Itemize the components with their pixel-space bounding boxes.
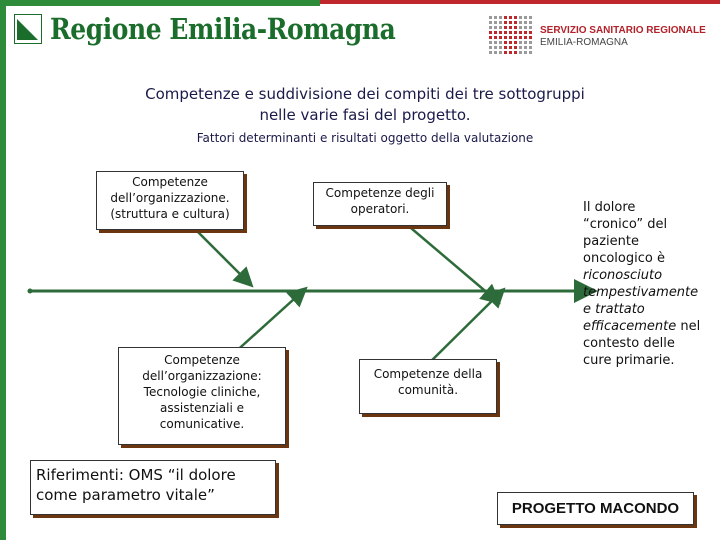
outcome-line: contesto delle	[583, 336, 675, 351]
cause-label: Competenze	[164, 353, 240, 367]
region-logo-text: Regione Emilia-Romagna	[50, 12, 396, 46]
outcome-line: paziente	[583, 234, 639, 249]
cause-label: Competenze	[132, 175, 208, 189]
cause-label: Tecnologie cliniche,	[143, 385, 261, 399]
cause-label: (struttura e cultura)	[110, 207, 230, 221]
outcome-line: “cronico” del	[583, 217, 668, 232]
references-box	[30, 460, 276, 515]
outcome-suffix: nel	[676, 319, 701, 334]
outcome-line: riconosciuto	[583, 268, 663, 283]
outcome-line: tempestivamente	[583, 285, 699, 300]
cause-box-community	[359, 359, 497, 414]
references-line1: Riferimenti: OMS “il dolore	[36, 466, 236, 484]
cause-label: assistenziali e	[160, 401, 244, 415]
bone-bottom-left	[232, 290, 304, 355]
page-subtitle: Fattori determinanti e risultati oggetto della valutazione	[196, 131, 534, 145]
cause-label: dell’organizzazione.	[110, 191, 230, 205]
spine-tail-dot	[28, 289, 33, 294]
title-line2: nelle varie fasi del progetto.	[259, 106, 471, 124]
cause-label: Competenze degli	[325, 186, 435, 200]
outcome-line: oncologico è	[583, 251, 665, 266]
outcome-line: Il dolore	[583, 200, 636, 215]
project-label: PROGETTO MACONDO	[497, 492, 694, 525]
title-line1: Competenze e suddivisione dei compiti dei tre sottogruppi	[145, 85, 585, 103]
service-name-line1: SERVIZIO SANITARIO REGIONALE	[540, 25, 706, 36]
references-line2: come parametro vitale”	[36, 486, 215, 504]
cause-label: comunicative.	[159, 417, 245, 431]
outcome-text	[583, 199, 717, 369]
cause-label: operatori.	[350, 202, 410, 216]
cause-box-organization-technologies	[118, 347, 286, 445]
cause-box-operators	[313, 182, 447, 226]
cause-label: comunità.	[397, 383, 459, 397]
outcome-line: cure primarie.	[583, 353, 675, 368]
cause-box-organization-structure	[96, 171, 244, 230]
service-name-line2: EMILIA-ROMAGNA	[540, 37, 628, 48]
outcome-line: e trattato	[583, 302, 645, 317]
cause-label: dell’organizzazione:	[142, 369, 262, 383]
outcome-line	[583, 318, 717, 335]
outcome-emphasis: efficacemente	[583, 319, 677, 334]
cause-label: Competenze della	[373, 367, 483, 381]
